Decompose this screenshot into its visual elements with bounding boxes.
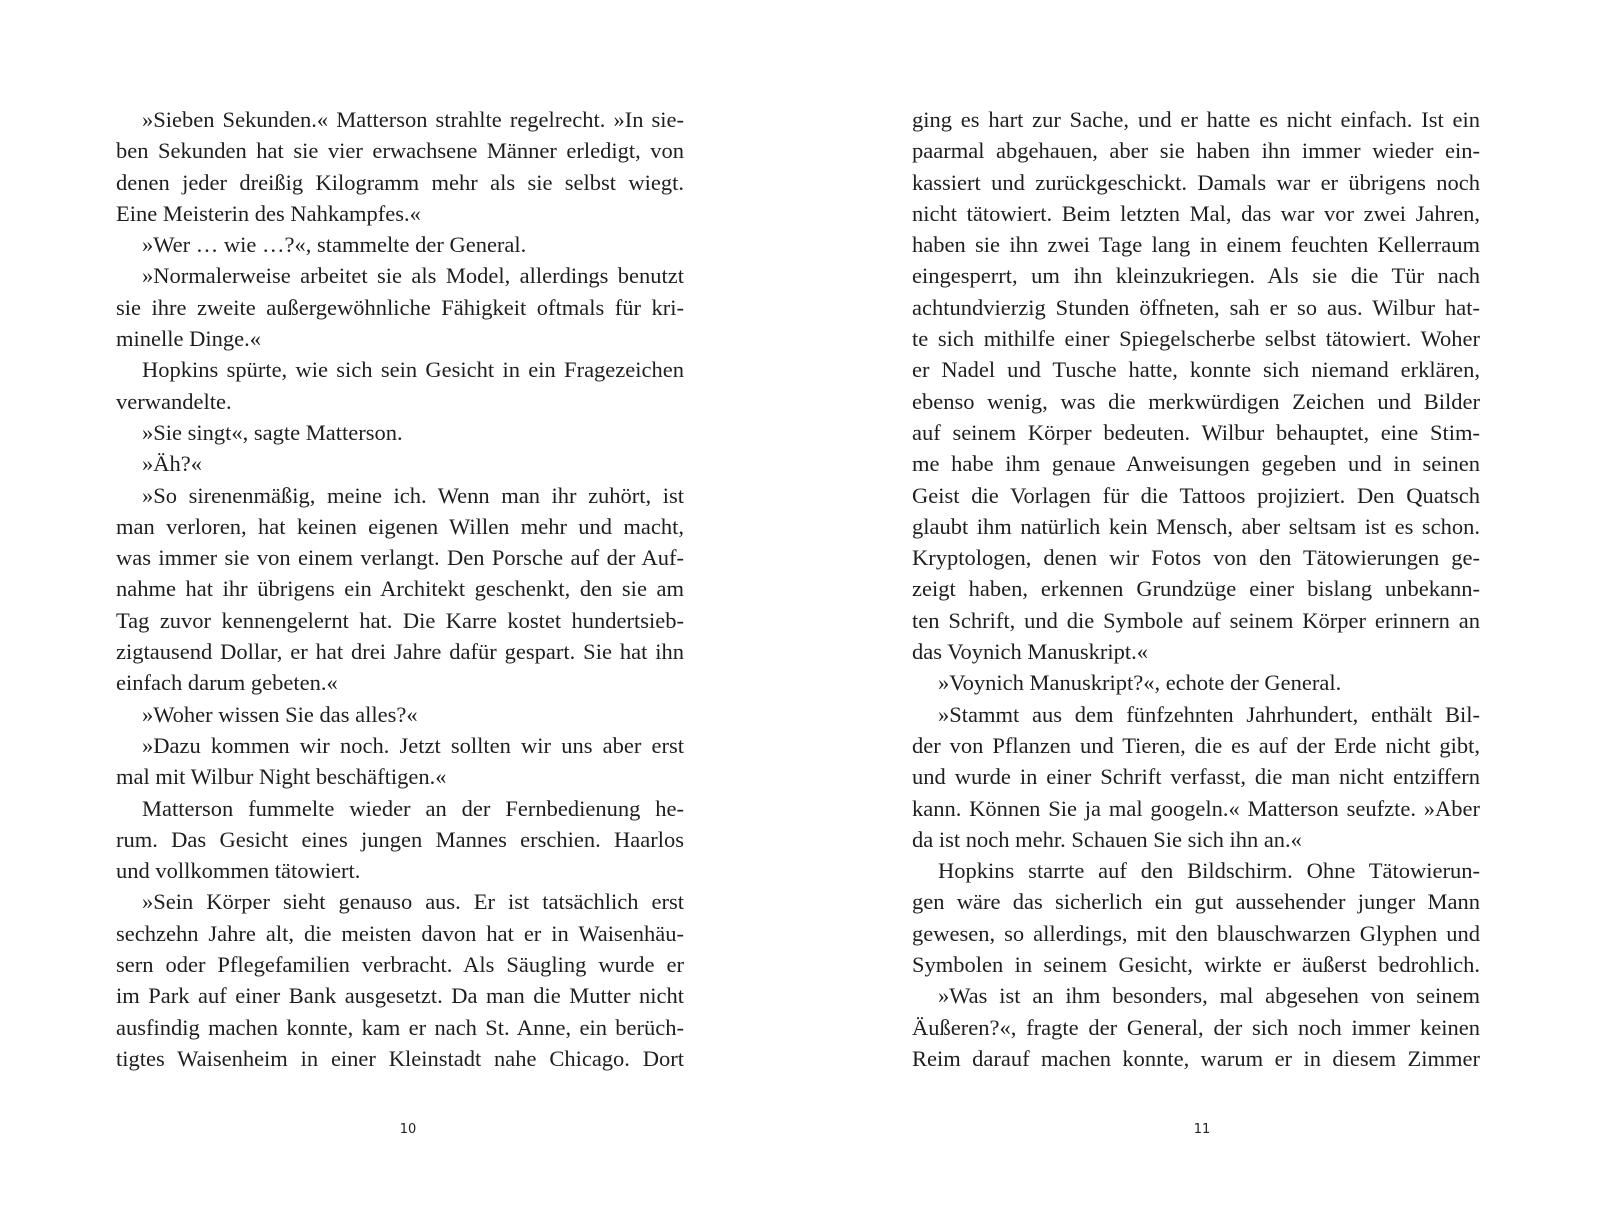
text-line: sern oder Pflegefamilien verbracht. Als Säugling wurde er: [116, 952, 684, 978]
text-line: »Äh?«: [142, 451, 202, 477]
text-line: sie ihre zweite außergewöhnliche Fähigkeit oftmals für kri-: [116, 294, 684, 320]
text-line: und vollkommen tätowiert.: [116, 858, 361, 884]
text-line: Symbolen in seinem Gesicht, wirkte er äußerst bedrohlich.: [912, 952, 1480, 978]
text-line: te sich mithilfe einer Spiegelscherbe selbst tätowiert. Woher: [912, 326, 1480, 352]
text-line: der von Pflanzen und Tieren, die es auf der Erde nicht gibt,: [912, 732, 1480, 758]
text-line: und wurde in einer Schrift verfasst, die man nicht entziffern: [912, 764, 1480, 790]
text-line: Hopkins spürte, wie sich sein Gesicht in ein Fragezeichen: [142, 357, 684, 383]
text-line: Kryptologen, denen wir Fotos von den Tätowierungen ge-: [912, 545, 1480, 571]
text-line: eingesperrt, um ihn kleinzukriegen. Als sie die Tür nach: [912, 263, 1480, 289]
text-line: ben Sekunden hat sie vier erwachsene Männer erledigt, von: [116, 138, 684, 164]
text-line: »Sie singt«, sagte Matterson.: [142, 419, 403, 445]
text-line: glaubt ihm natürlich kein Mensch, aber seltsam ist es schon.: [912, 513, 1480, 539]
text-line: »Stammt aus dem fünfzehnten Jahrhundert, enthält Bil-: [938, 701, 1480, 727]
text-line: Reim darauf machen konnte, warum er in diesem Zimmer: [912, 1045, 1480, 1071]
right-page-number: 11: [1193, 1122, 1211, 1137]
text-line: sechzehn Jahre alt, die meisten davon hat er in Waisenhäu-: [116, 920, 684, 946]
text-line: einfach darum gebeten.«: [116, 670, 338, 696]
text-line: achtundvierzig Stunden öffneten, sah er so aus. Wilbur hat-: [912, 294, 1480, 320]
text-line: »Woher wissen Sie das alles?«: [142, 701, 418, 727]
text-line: »So sirenenmäßig, meine ich. Wenn man ihr zuhört, ist: [142, 482, 684, 508]
text-line: me habe ihm genaue Anweisungen gegeben und in seinen: [912, 451, 1480, 477]
text-line: zigtausend Dollar, er hat drei Jahre dafür gespart. Sie hat ihn: [116, 639, 684, 665]
left-page-number: 10: [399, 1122, 417, 1137]
text-line: er Nadel und Tusche hatte, konnte sich niemand erklären,: [912, 357, 1480, 383]
text-line: auf seinem Körper bedeuten. Wilbur behauptet, eine Stim-: [912, 419, 1480, 445]
text-line: Geist die Vorlagen für die Tattoos projiziert. Den Quatsch: [912, 482, 1480, 508]
text-line: »Voynich Manuskript?«, echote der General.: [938, 670, 1342, 696]
text-line: »Normalerweise arbeitet sie als Model, allerdings benutzt: [142, 263, 684, 289]
text-line: rum. Das Gesicht eines jungen Mannes erschien. Haarlos: [116, 826, 684, 852]
text-line: paarmal abgehauen, aber sie haben ihn immer wieder ein-: [912, 138, 1480, 164]
text-line: kassiert und zurückgeschickt. Damals war er übrigens noch: [912, 169, 1480, 195]
text-line: Äußeren?«, fragte der General, der sich noch immer keinen: [912, 1014, 1480, 1040]
text-line: nahme hat ihr übrigens ein Architekt geschenkt, den sie am: [116, 576, 684, 602]
text-line: ebenso wenig, was die merkwürdigen Zeichen und Bilder: [912, 388, 1480, 414]
text-line: zeigt haben, erkennen Grundzüge einer bislang unbekann-: [912, 576, 1480, 602]
text-line: da ist noch mehr. Schauen Sie sich ihn an.«: [912, 826, 1302, 852]
text-line: ging es hart zur Sache, und er hatte es nicht einfach. Ist ein: [912, 107, 1480, 132]
text-line: gen wäre das sicherlich ein gut aussehender junger Mann: [912, 889, 1480, 915]
text-line: tigtes Waisenheim in einer Kleinstadt nahe Chicago. Dort: [116, 1045, 684, 1071]
text-line: »Sein Körper sieht genauso aus. Er ist tatsächlich erst: [142, 889, 684, 915]
left-page-text: [116, 104, 684, 1074]
text-line: Hopkins starrte auf den Bildschirm. Ohne Tätowierun-: [938, 858, 1480, 884]
text-line: »Wer … wie …?«, stammelte der General.: [142, 232, 527, 258]
text-line: haben sie ihn zwei Tage lang in einem feuchten Kellerraum: [912, 232, 1480, 258]
text-line: minelle Dinge.«: [116, 326, 261, 352]
text-line: ten Schrift, und die Symbole auf seinem Körper erinnern an: [912, 607, 1480, 633]
text-line: was immer sie von einem verlangt. Den Porsche auf der Auf-: [116, 545, 684, 571]
text-line: »Sieben Sekunden.« Matterson strahlte regelrecht. »In sie-: [142, 107, 684, 132]
text-line: denen jeder dreißig Kilogramm mehr als sie selbst wiegt.: [116, 169, 684, 195]
text-line: gewesen, so allerdings, mit den blauschwarzen Glyphen und: [912, 920, 1480, 946]
text-line: im Park auf einer Bank ausgesetzt. Da man die Mutter nicht: [116, 983, 684, 1009]
text-line: das Voynich Manuskript.«: [912, 639, 1149, 665]
text-line: »Was ist an ihm besonders, mal abgesehen von seinem: [938, 983, 1480, 1009]
text-line: mal mit Wilbur Night beschäftigen.«: [116, 764, 447, 790]
text-line: »Dazu kommen wir noch. Jetzt sollten wir uns aber erst: [142, 732, 684, 758]
text-line: Tag zuvor kennengelernt hat. Die Karre kostet hundertsieb-: [116, 607, 684, 633]
text-line: man verloren, hat keinen eigenen Willen mehr und macht,: [116, 513, 684, 539]
text-line: verwandelte.: [116, 388, 232, 414]
text-line: nicht tätowiert. Beim letzten Mal, das war vor zwei Jahren,: [912, 200, 1480, 226]
text-line: Matterson fummelte wieder an der Fernbedienung he-: [142, 795, 684, 821]
text-line: Eine Meisterin des Nahkampfes.«: [116, 200, 421, 226]
text-line: kann. Können Sie ja mal googeln.« Matterson seufzte. »Aber: [912, 795, 1480, 821]
text-line: ausfindig machen konnte, kam er nach St. Anne, ein berüch-: [116, 1014, 684, 1040]
right-page-text: [912, 104, 1480, 1074]
